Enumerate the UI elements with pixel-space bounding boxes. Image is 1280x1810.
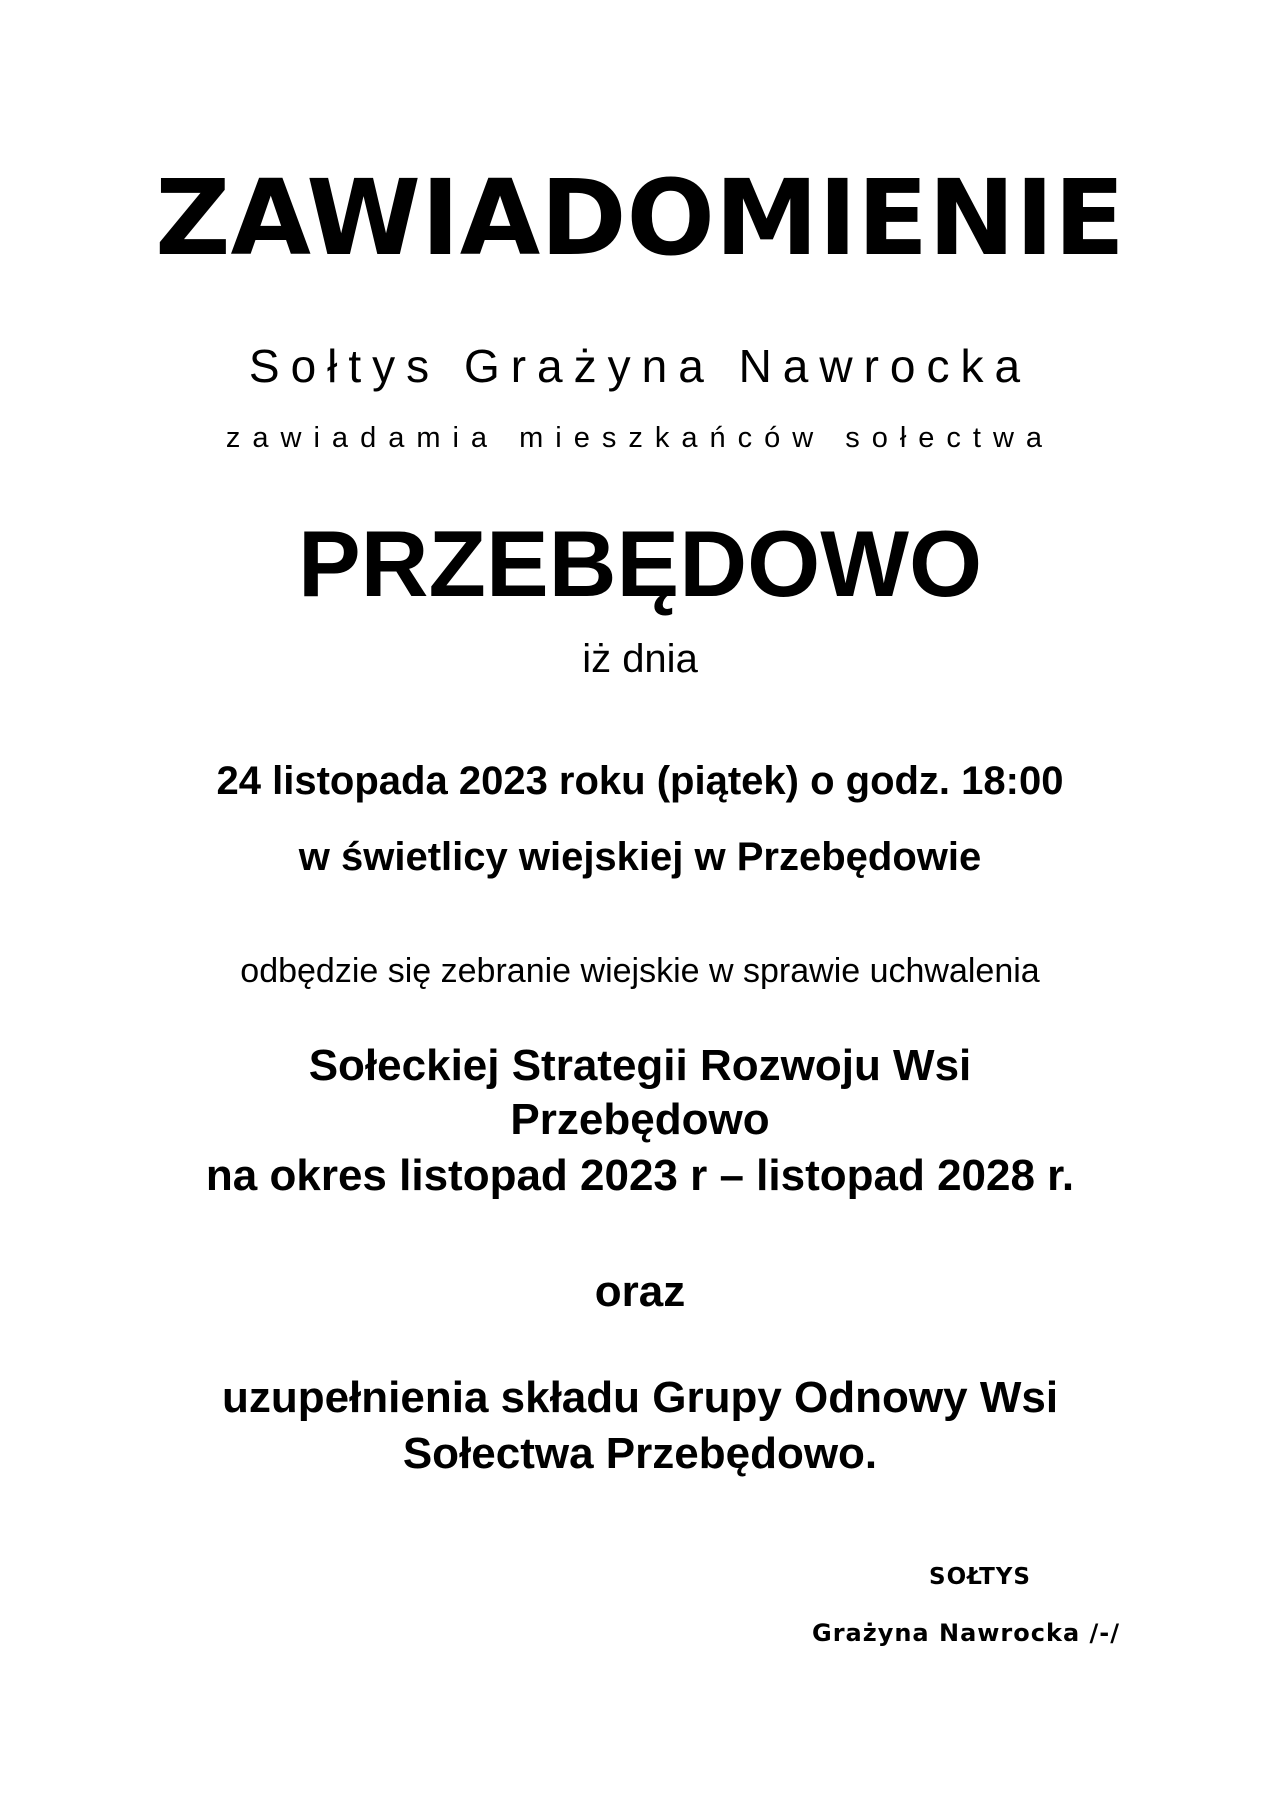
second-topic-line-1: uzupełnienia składu Grupy Odnowy Wsi xyxy=(221,1373,1059,1422)
date-intro: iż dnia xyxy=(582,637,698,681)
second-topic-line-2: Sołectwa Przebędowo. xyxy=(402,1429,878,1478)
signature-role: SOŁTYS xyxy=(929,1564,1031,1590)
topic-line-3: na okres listopad 2023 r – listopad 2028 r. xyxy=(205,1151,1075,1200)
meeting-place: w świetlicy wiejskiej w Przebędowie xyxy=(298,835,982,879)
signature-name: Grażyna Nawrocka /-/ xyxy=(812,1619,1120,1647)
meeting-purpose: odbędzie się zebranie wiejskie w sprawie uchwalenia xyxy=(240,952,1040,990)
topic-line-2: Przebędowo xyxy=(510,1095,770,1144)
author-line: Sołtys Grażyna Nawrocka xyxy=(248,340,1032,392)
village-name: PRZEBĘDOWO xyxy=(297,511,983,616)
conjunction: oraz xyxy=(594,1267,686,1316)
meeting-date: 24 listopada 2023 roku (piątek) o godz. 18:00 xyxy=(216,759,1064,803)
notice-title: ZAWIADOMIENIE xyxy=(155,157,1125,279)
notifies-line: zawiadamia mieszkańców sołectwa xyxy=(225,422,1055,454)
topic-line-1: Sołeckiej Strategii Rozwoju Wsi xyxy=(308,1041,972,1090)
